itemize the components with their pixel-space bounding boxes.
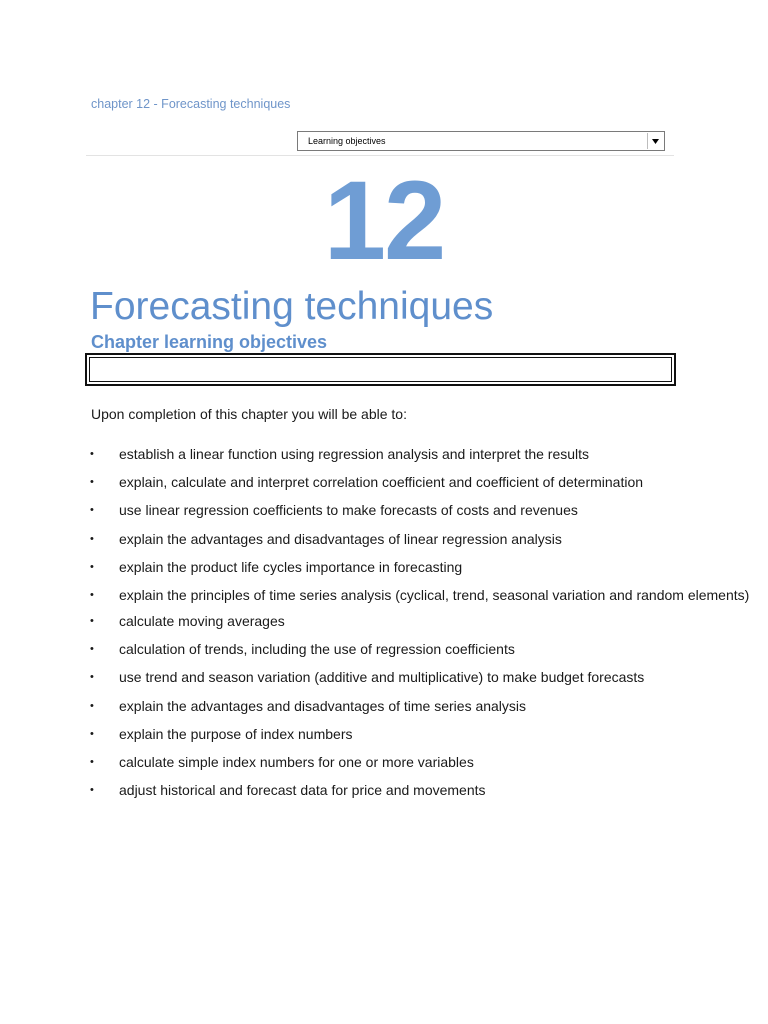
bullet-icon: • [90, 588, 94, 601]
list-item [90, 612, 750, 630]
chapter-breadcrumb-link[interactable]: chapter 12 - Forecasting techniques [91, 97, 291, 111]
list-item-text: use trend and season variation (additive and multiplicative) to make budget forecasts [119, 669, 645, 686]
list-item-text: use linear regression coefficients to make forecasts of costs and revenues [119, 502, 578, 519]
chapter-title: Forecasting techniques [90, 285, 494, 328]
bullet-icon: • [90, 643, 94, 656]
list-item-text: calculation of trends, including the use of regression coefficients [119, 641, 515, 658]
list-item [90, 781, 750, 799]
list-item-text: calculate moving averages [119, 612, 285, 629]
header-divider [86, 155, 674, 156]
list-item-text: explain the advantages and disadvantages of time series analysis [119, 697, 527, 714]
list-item [90, 753, 750, 771]
section-navigation-dropdown[interactable] [297, 131, 665, 151]
list-item-text: explain, calculate and interpret correlation coefficient and coefficient of determination [119, 474, 644, 491]
list-item-text: explain the purpose of index numbers [119, 725, 353, 742]
bullet-icon: • [90, 532, 94, 545]
bullet-icon: • [90, 699, 94, 712]
chevron-down-icon[interactable] [647, 133, 663, 149]
list-item-text: calculate simple index numbers for one or more variables [119, 753, 474, 770]
list-item [90, 501, 750, 519]
list-item-text: adjust historical and forecast data for price and movements [119, 782, 486, 799]
list-item [90, 473, 750, 491]
list-item-text: explain the principles of time series analysis (cyclical, trend, seasonal variation and random elements) [119, 586, 750, 603]
list-item [90, 558, 750, 576]
bullet-icon: • [90, 614, 94, 627]
list-item [90, 445, 750, 463]
list-item [90, 668, 750, 686]
list-item [90, 586, 750, 604]
objectives-list [90, 445, 750, 809]
list-item [90, 640, 750, 658]
objectives-heading: Chapter learning objectives [91, 332, 328, 352]
boxed-divider [85, 353, 676, 386]
bullet-icon: • [90, 784, 94, 797]
list-item [90, 530, 750, 548]
list-item-text: explain the product life cycles importance in forecasting [119, 558, 463, 575]
bullet-icon: • [90, 671, 94, 684]
list-item-text: explain the advantages and disadvantages of linear regression analysis [119, 530, 562, 547]
intro-text: Upon completion of this chapter you will be able to: [91, 406, 407, 422]
dropdown-selected-value: Learning objectives [308, 136, 386, 146]
bullet-icon: • [90, 476, 94, 489]
list-item [90, 697, 750, 715]
chapter-number: 12 [323, 158, 445, 283]
bullet-icon: • [90, 755, 94, 768]
list-item-text: establish a linear function using regression analysis and interpret the results [119, 446, 590, 462]
bullet-icon: • [90, 560, 94, 573]
bullet-icon: • [90, 448, 94, 460]
bullet-icon: • [90, 504, 94, 517]
bullet-icon: • [90, 727, 94, 740]
list-item [90, 725, 750, 743]
